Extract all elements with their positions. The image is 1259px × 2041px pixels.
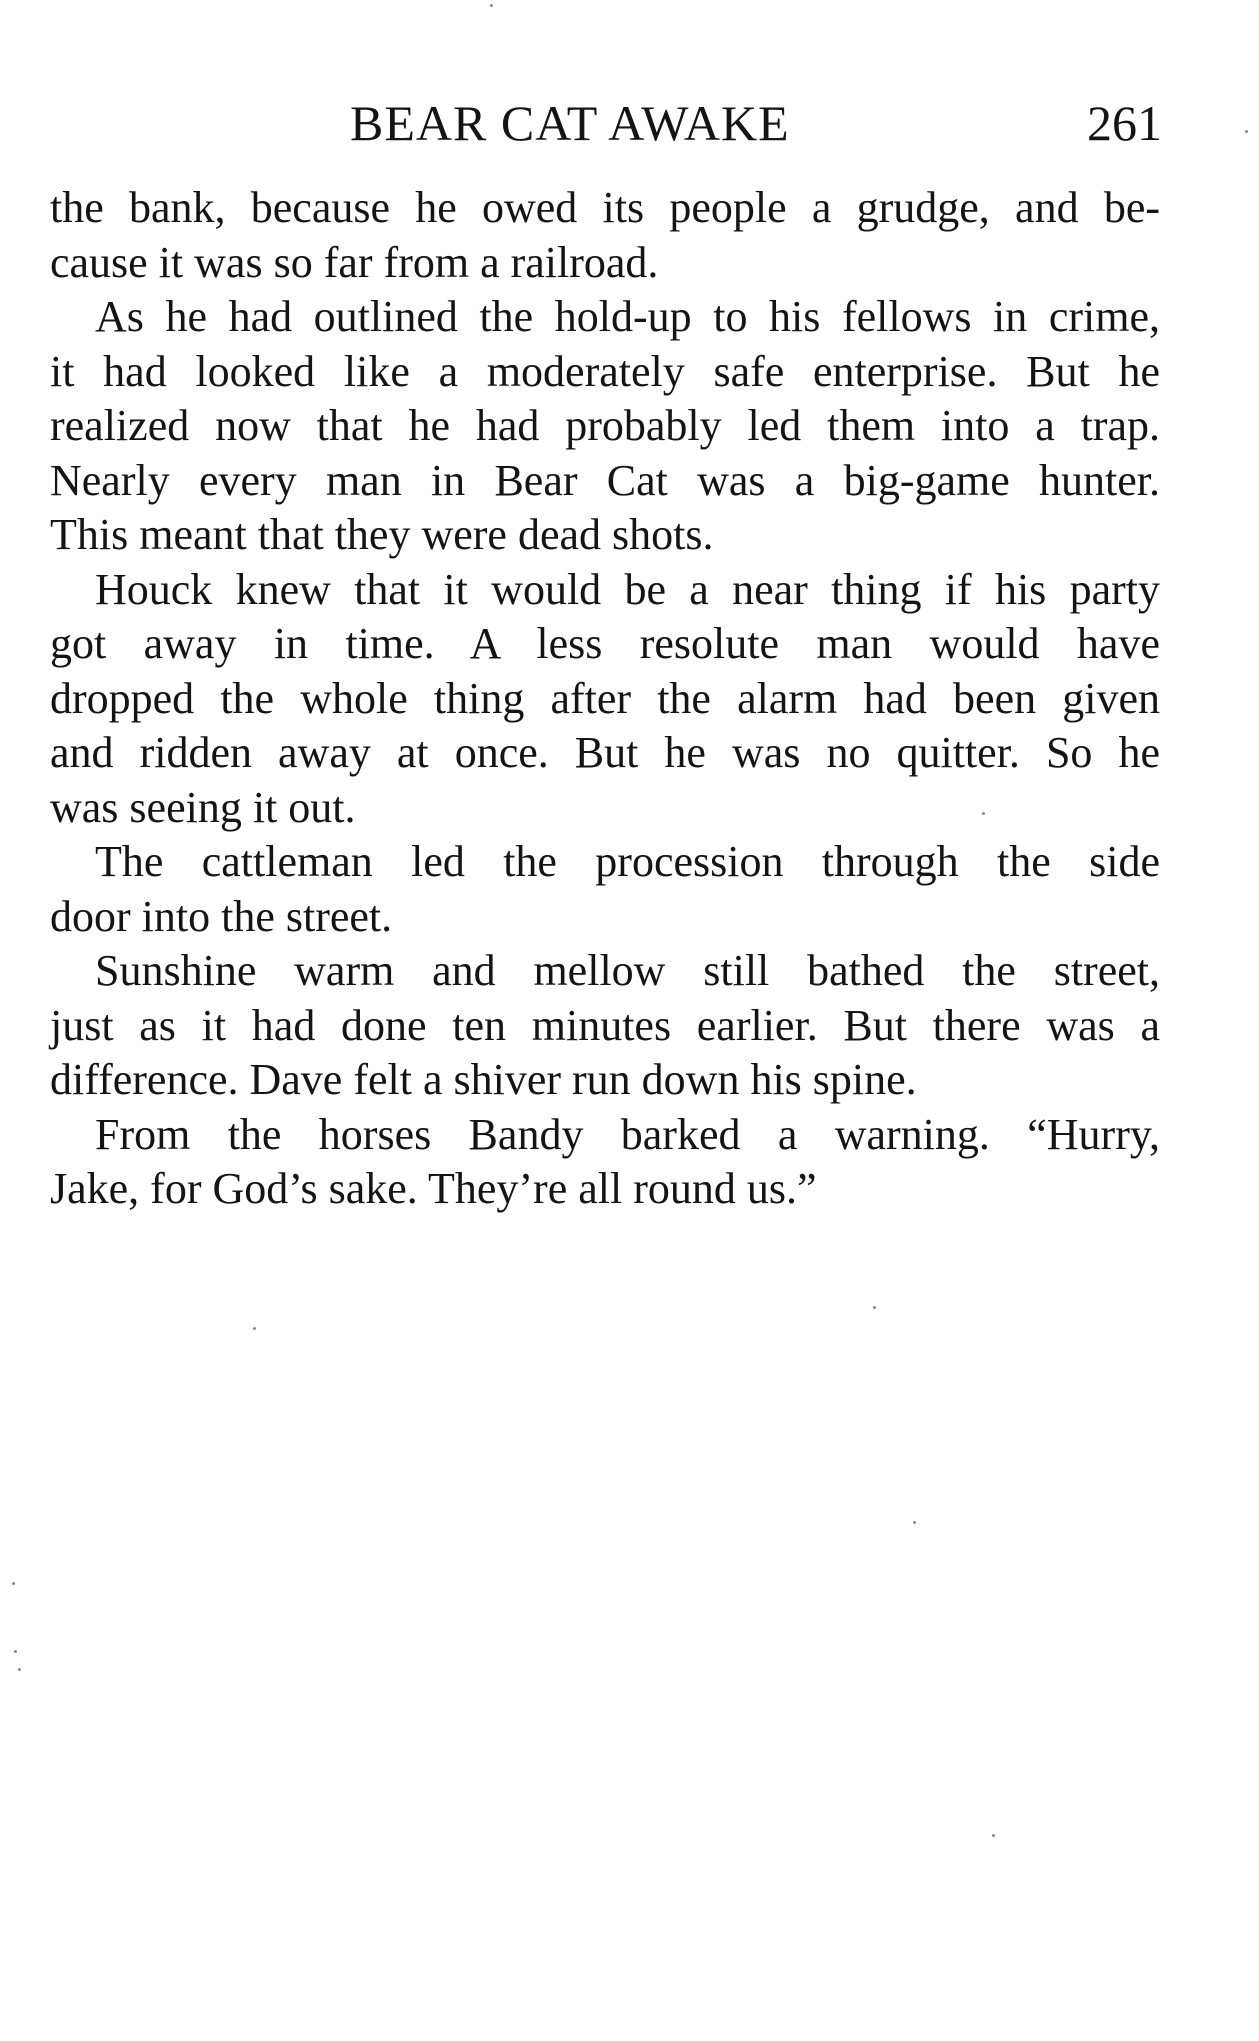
text-line: dropped the whole thing after the alarm had been given — [50, 673, 1160, 723]
text-line: got away in time. A less resolute man would have — [50, 619, 1160, 668]
text-line: the bank, because he owed its people a grudge, and be- — [50, 183, 1160, 232]
scan-speck — [253, 1327, 256, 1330]
scan-speck — [982, 812, 985, 815]
text-line: was seeing it out. — [50, 782, 356, 832]
paragraph-first-line: The cattleman led the procession through the side — [95, 837, 1160, 886]
text-line: difference. Dave felt a shiver run down his spine. — [50, 1055, 917, 1104]
scan-speck — [12, 1582, 15, 1585]
text-line: it had looked like a moderately safe enterprise. But he — [50, 346, 1160, 396]
text-line: and ridden away at once. But he was no quitter. So he — [50, 728, 1160, 777]
scan-speck — [490, 4, 493, 7]
paragraph-first-line: Sunshine warm and mellow still bathed the street, — [95, 946, 1160, 995]
paragraph-first-line: Houck knew that it would be a near thing if his party — [95, 564, 1160, 614]
text-line: Nearly every man in Bear Cat was a big-game hunter. — [50, 455, 1160, 505]
scan-speck — [913, 1521, 916, 1524]
scan-speck — [14, 1650, 17, 1653]
page-number: 261 — [1087, 95, 1162, 151]
scan-speck — [18, 1668, 21, 1671]
text-line: just as it had done ten minutes earlier. But there was a — [50, 1000, 1160, 1050]
scan-speck — [992, 1834, 995, 1837]
paragraph-first-line: As he had outlined the hold-up to his fellows in crime, — [95, 292, 1160, 341]
scan-speck — [1245, 130, 1248, 133]
scan-speck — [873, 1306, 876, 1309]
text-line: door into the street. — [50, 891, 393, 941]
running-title: BEAR CAT AWAKE — [350, 95, 790, 151]
text-line: Jake, for God’s sake. They’re all round us.” — [50, 1164, 817, 1213]
text-line: cause it was so far from a railroad. — [50, 237, 659, 287]
running-head — [50, 94, 1170, 154]
text-line: realized now that he had probably led them into a trap. — [50, 401, 1160, 450]
text-line: This meant that they were dead shots. — [50, 510, 714, 559]
paragraph-first-line: From the horses Bandy barked a warning. “Hurry, — [95, 1109, 1160, 1159]
body-text — [50, 181, 1160, 1217]
